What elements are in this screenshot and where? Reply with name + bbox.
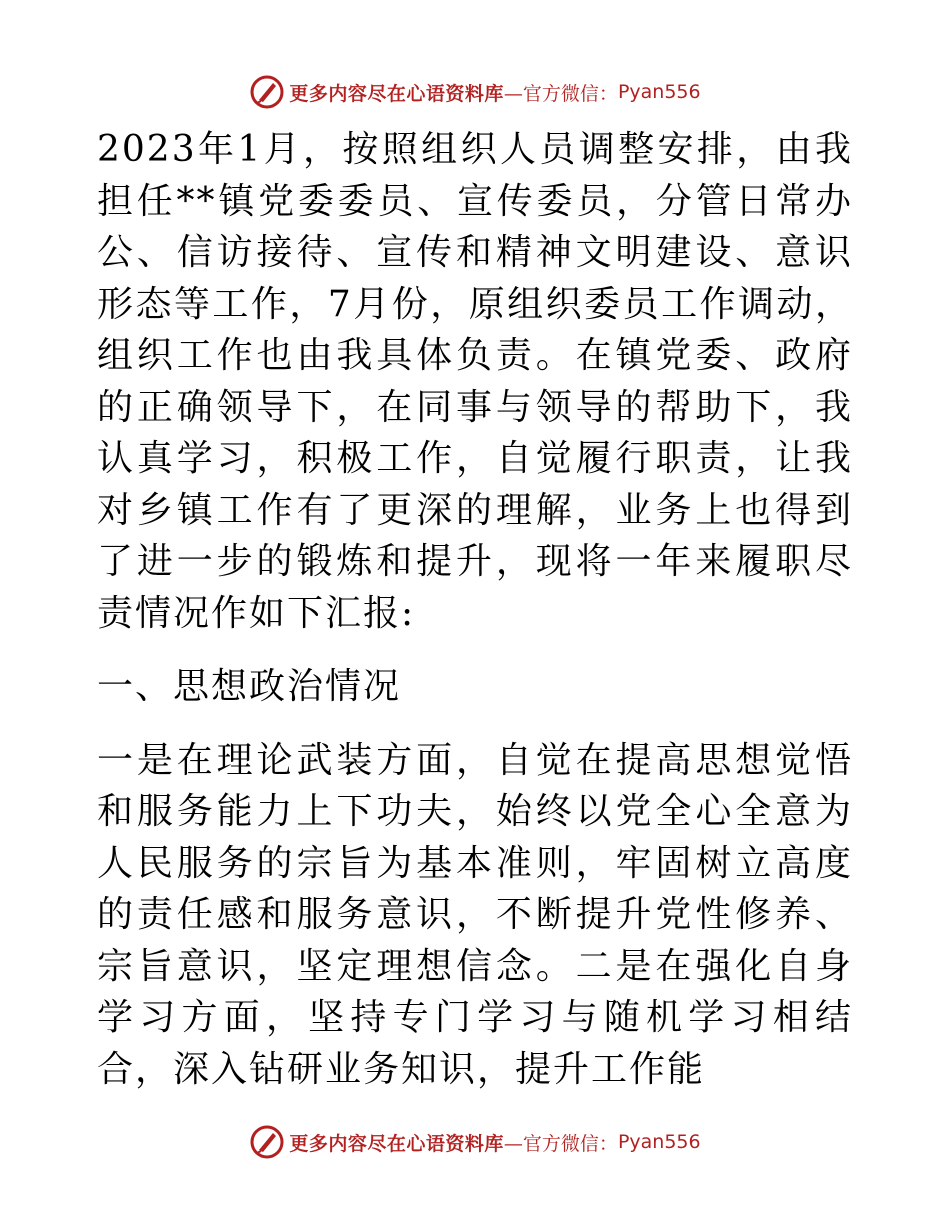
footer-banner-title: 更多内容尽在心语资料库: [289, 1132, 504, 1155]
paragraph-ideology: 一是在理论武装方面，自觉在提高思想觉悟和服务能力上下功夫，始终以党全心全意为人民服务的宗旨为基本准则，牢固树立高度的责任感和服务意识，不断提升党性修养、宗旨意识，坚定理想信念。二是在强化自身学习方面，坚持专门学习与随机学习相结合，深入钻研业务知识，提升工作能: [97, 739, 853, 1090]
quill-logo-icon: [249, 1124, 285, 1160]
header-banner-wechat-id: Pyan556: [617, 81, 701, 103]
footer-watermark-banner: [0, 1122, 950, 1162]
header-banner-title: 更多内容尽在心语资料库: [289, 82, 504, 105]
footer-banner-wechat-id: Pyan556: [617, 1131, 701, 1153]
section-heading-1: 一、思想政治情况: [97, 666, 402, 707]
footer-banner-wechat-label: —官方微信：: [503, 1132, 618, 1155]
quill-logo-icon: [249, 74, 285, 110]
header-watermark-banner: [0, 72, 950, 112]
header-banner-wechat-label: —官方微信：: [503, 82, 618, 105]
paragraph-intro: 2023年1月，按照组织人员调整安排，由我担任**镇党委委员、宣传委员，分管日常办公、信访接待、宣传和精神文明建设、意识形态等工作，7月份，原组织委员工作调动，组织工作也由我具体负责。在镇党委、政府的正确领导下，在同事与领导的帮助下，我认真学习，积极工作，自觉履行职责，让我对乡镇工作有了更深的理解，业务上也得到了进一步的锻炼和提升，现将一年来履职尽责情况作如下汇报:: [97, 129, 853, 634]
document-body: [97, 124, 853, 1095]
